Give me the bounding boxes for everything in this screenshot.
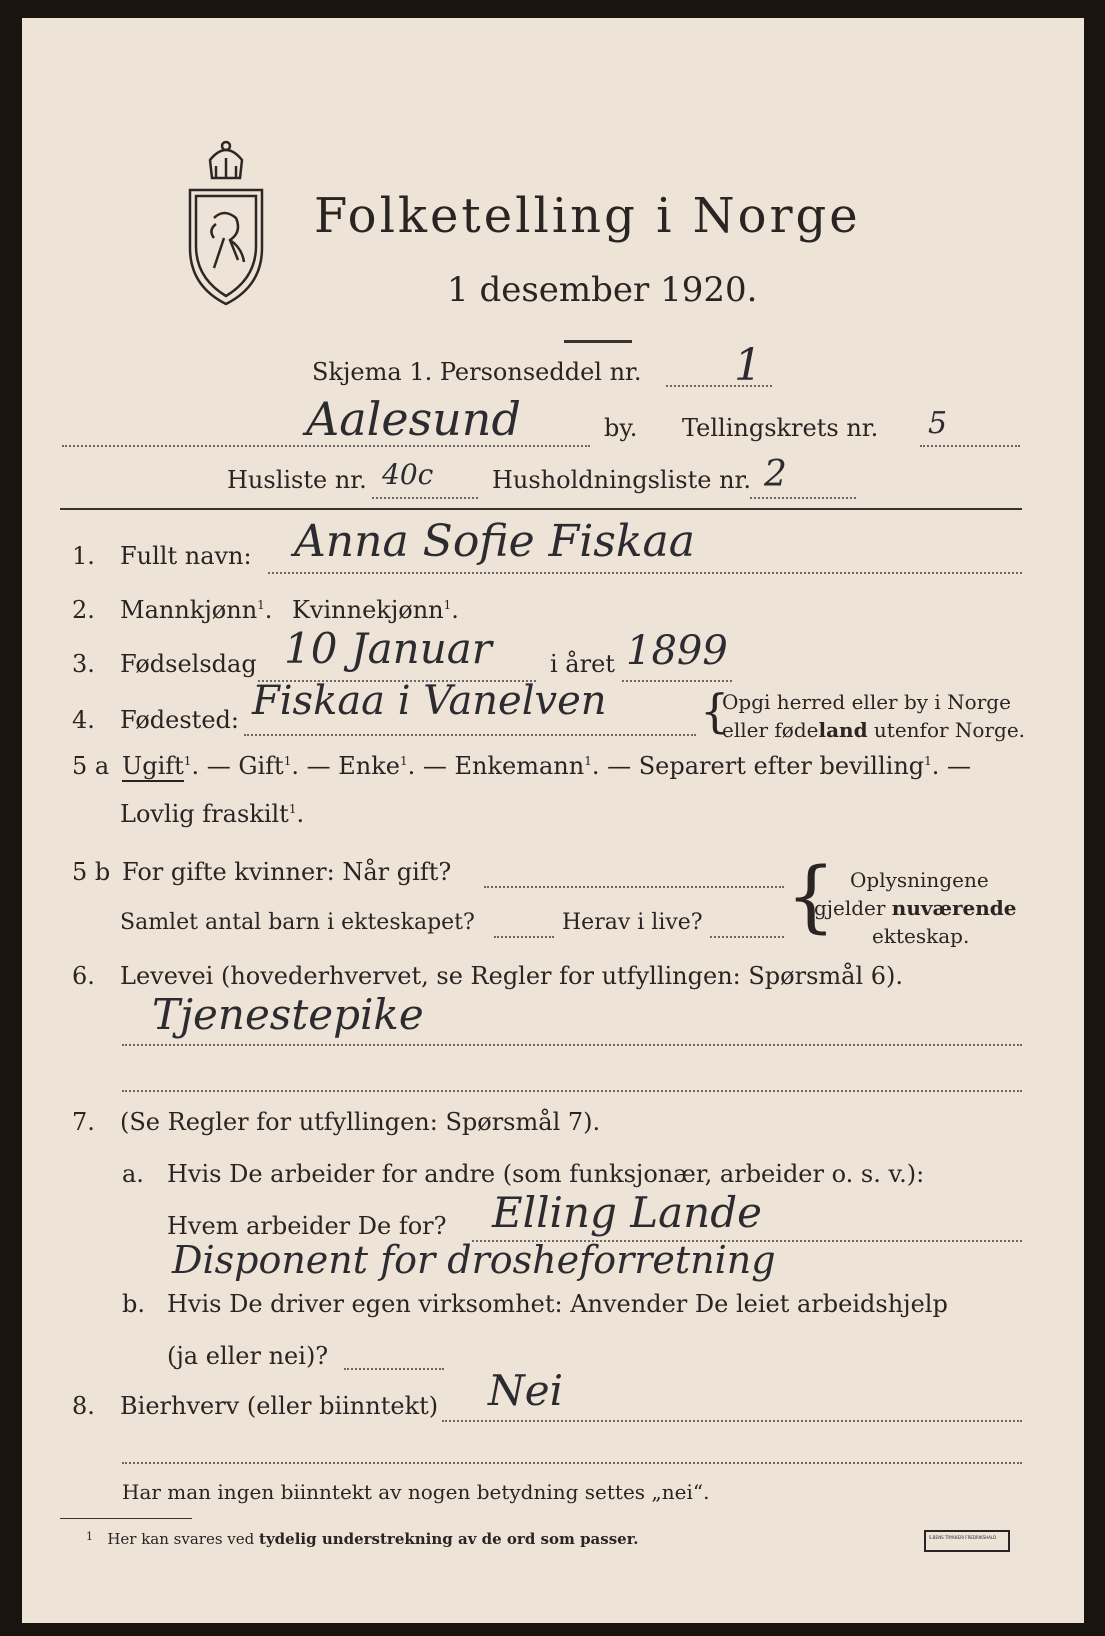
husliste-label: Husliste nr. (227, 466, 367, 494)
q5b-children-label: Samlet antal barn i ekteskapet? (120, 910, 475, 935)
tellingskrets-field-line (920, 445, 1020, 447)
q2-male-option: Mannkjønn$^1$. (120, 596, 273, 624)
q5a-options: Ugift$^1$. — Gift$^1$. — Enke$^1$. — Enkemann$^1$. — Separert efter bevilling$^1$. — (122, 752, 972, 780)
q5a-option-gift: Gift (238, 752, 284, 780)
q4-note-line2 (722, 718, 1025, 742)
q5b-alive-label: Herav i live? (562, 910, 703, 935)
q2-male-label: Mannkjønn (120, 596, 258, 624)
q5b-alive-field-line (710, 936, 784, 938)
q8-field-line-1 (442, 1420, 1022, 1422)
q5a-option-enke: Enke (338, 752, 400, 780)
q4-note-line2-b: land (818, 718, 868, 742)
q4-field-line (244, 734, 696, 736)
footnote-text-b: tydelig understrekning av de ord som passer. (259, 1530, 639, 1548)
q4-number: 4. (72, 706, 95, 734)
printer-stamp-text: S.BENS TRYKKERI FREDRIKSHALD (929, 1535, 997, 1540)
by-label: by. (604, 414, 638, 442)
title-divider (564, 340, 632, 343)
q6-value: Tjenestepike (152, 990, 424, 1039)
q2-female-option: Kvinnekjønn$^1$. (292, 596, 459, 624)
q5b-number: 5 b (72, 858, 111, 886)
q6-number: 6. (72, 962, 95, 990)
form-date: 1 desember 1920. (447, 270, 758, 310)
q2-number: 2. (72, 596, 95, 624)
q5a-option-ugift: Ugift (122, 752, 184, 780)
footnote-number: 1 (86, 1530, 93, 1543)
footer-note: Har man ingen biinntekt av nogen betydning settes „nei“. (122, 1480, 710, 1504)
q5b-married-field-line (484, 886, 784, 888)
q5b-note2 (814, 896, 1017, 920)
q5b-children-field-line (494, 936, 554, 938)
q5b-note1: Oplysningene (850, 868, 989, 892)
q2-female-label: Kvinnekjønn (292, 596, 444, 624)
q1-field-line (268, 572, 1022, 574)
q5a-option-fraskilt: Lovlig fraskilt$^1$. (120, 800, 305, 828)
q7b-text: Hvis De driver egen virksomhet: Anvender De leiet arbeidshjelp (167, 1290, 948, 1318)
q3-year-field-line (622, 680, 732, 682)
town-value: Aalesund (306, 392, 521, 446)
tellingskrets-label: Tellingskrets nr. (682, 414, 879, 442)
q7a-value1: Elling Lande (492, 1188, 762, 1237)
footnote-text-a: Her kan svares ved (107, 1530, 260, 1548)
q3-number: 3. (72, 650, 95, 678)
q7b-field-line (344, 1368, 444, 1370)
q8-label: Bierhverv (eller biinntekt) (120, 1392, 439, 1420)
printer-stamp (924, 1530, 1010, 1552)
q5a-option-fraskilt-label: Lovlig fraskilt (120, 800, 289, 828)
q4-value: Fiskaa i Vanelven (252, 678, 607, 724)
q4-note-line1: Opgi herred eller by i Norge (722, 690, 1011, 714)
q5b-note2-b: nuværende (891, 896, 1017, 920)
husholdning-value: 2 (764, 454, 787, 495)
q5b-note-brace: { (786, 852, 836, 942)
coat-of-arms-icon (180, 138, 272, 308)
q6-label: Levevei (hovederhvervet, se Regler for utfyllingen: Spørsmål 6). (120, 962, 904, 990)
q7a-question: Hvem arbeider De for? (167, 1212, 447, 1240)
q7a-letter: a. (122, 1160, 144, 1188)
husliste-value: 40c (382, 458, 434, 491)
q3-label: Fødselsdag (120, 650, 257, 678)
q8-value: Nei (488, 1366, 564, 1415)
q6-field-line-2 (122, 1090, 1022, 1092)
q8-number: 8. (72, 1392, 95, 1420)
q7b-question: (ja eller nei)? (167, 1342, 329, 1370)
husholdning-label: Husholdningsliste nr. (492, 466, 751, 494)
q4-note-brace: { (700, 684, 730, 738)
q5a-option-enkemann: Enkemann (454, 752, 585, 780)
q7-label: (Se Regler for utfyllingen: Spørsmål 7). (120, 1108, 601, 1136)
q4-label: Fødested: (120, 706, 239, 734)
q7b-letter: b. (122, 1290, 145, 1318)
personseddel-value: 1 (734, 340, 762, 391)
q3-year-label: i året (550, 650, 615, 678)
husholdning-field-line (750, 497, 856, 499)
q5a-number: 5 a (72, 752, 110, 780)
q1-label: Fullt navn: (120, 542, 252, 570)
q8-field-line-2 (122, 1462, 1022, 1464)
skjema-label: Skjema 1. Personseddel nr. (312, 358, 642, 386)
tellingskrets-value: 5 (928, 406, 948, 441)
q4-note-line2-a: eller føde (722, 718, 819, 742)
q7a-value2: Disponent for drosheforretning (172, 1238, 776, 1282)
q5a-option-separert: Separert efter bevilling (638, 752, 925, 780)
header-divider (60, 508, 1022, 510)
footnote (86, 1530, 638, 1548)
q3-value: 10 Januar (284, 624, 492, 673)
q1-number: 1. (72, 542, 95, 570)
q4-note-line2-c: utenfor Norge. (867, 718, 1026, 742)
q1-value: Anna Sofie Fiskaa (294, 516, 695, 567)
husliste-field-line (372, 497, 478, 499)
q5b-note3: ekteskap. (872, 924, 970, 948)
q5b-line1: For gifte kvinner: Når gift? (122, 858, 452, 886)
q3-year-value: 1899 (626, 628, 728, 674)
q5b-note2-a: gjelder (814, 896, 892, 920)
q7-number: 7. (72, 1108, 95, 1136)
form-title: Folketelling i Norge (314, 188, 861, 244)
footnote-divider (60, 1518, 192, 1519)
q7a-text: Hvis De arbeider for andre (som funksjonær, arbeider o. s. v.): (167, 1160, 925, 1188)
census-form-page (22, 18, 1084, 1623)
q6-field-line-1 (122, 1044, 1022, 1046)
